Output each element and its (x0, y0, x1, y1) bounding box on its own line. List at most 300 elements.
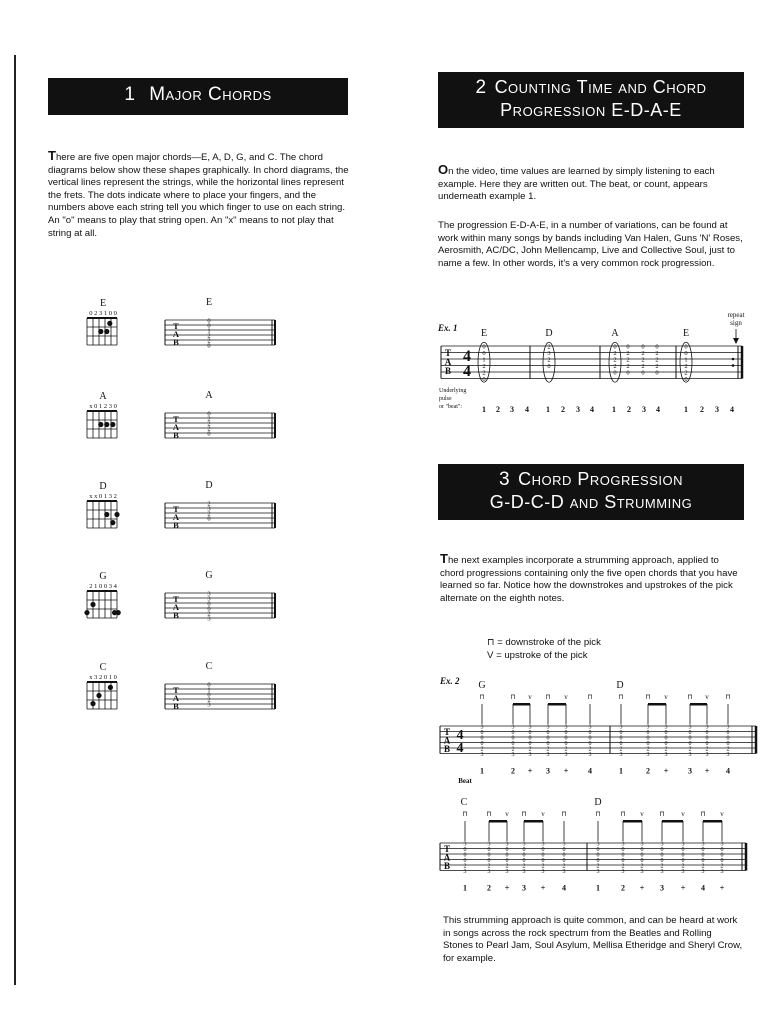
section-3-intro (440, 553, 740, 605)
intro-text: here are five open major chords—E, A, D, G, and C. The chord diagrams below show these shapes graphically. In chord diagrams, the vertical lines represent the strings, while the horizontal lines represent the frets. The dots indicate where to place your fingers, and the numbers above each string tell you which finger to use on each string. An "o" means to play that string open. An "x" means to not play that string at all. (48, 152, 349, 239)
tab-note: 0 (688, 735, 692, 742)
note-beam (648, 703, 666, 706)
tab-note: 0 (511, 741, 515, 747)
tab-note: 2 (505, 863, 509, 870)
tab-note: 1 (207, 327, 211, 335)
tab-note: 2 (626, 356, 630, 364)
tab-note: 1 (207, 686, 211, 694)
time-signature: 4 (463, 363, 471, 380)
tab-note: 0 (726, 735, 730, 742)
beat-count: + (639, 883, 645, 893)
strum-symbol: v (640, 810, 644, 818)
tab-note: 0 (528, 730, 532, 736)
tab-note: 0 (701, 852, 705, 859)
tab-note: 2 (626, 350, 630, 357)
tab-note: 0 (522, 852, 526, 859)
strum-legend (487, 636, 601, 662)
beat-count: 1 (619, 766, 623, 776)
chord-fingering: x 3 2 0 1 0 (89, 674, 117, 681)
tab-note: 2 (482, 363, 486, 370)
tab-clef: B (173, 520, 179, 530)
tab-note: 3 (720, 841, 724, 848)
tab-note: 0 (207, 691, 211, 699)
tab-note: 0 (596, 852, 600, 859)
strum-symbol: ⊓ (687, 693, 693, 701)
tab-clef: B (173, 610, 179, 620)
tab-note: 0 (541, 852, 545, 859)
beat-count: 1 (480, 766, 484, 776)
tab-note: 2 (646, 746, 650, 753)
intro-text: n the video, time values are learned by simply listening to each example. Here they are written out. The beat, or count, appears underneath example 1. (438, 166, 715, 203)
tab-note: 3 (720, 869, 724, 875)
finger-dot (90, 701, 95, 706)
beat-count: 2 (621, 883, 625, 893)
chord-name: G (99, 571, 107, 582)
example-2-label: Ex. 2 (440, 676, 460, 686)
finger-dot (110, 520, 115, 525)
tab-note: 0 (511, 730, 515, 736)
tab-note: 2 (463, 863, 467, 870)
tab-note: 0 (463, 852, 467, 859)
tab-note: 0 (480, 730, 484, 736)
tab-note: 0 (505, 852, 509, 859)
section-3-heading (438, 464, 744, 520)
tab-note: 0 (613, 343, 617, 351)
tab-clef: T (173, 685, 179, 695)
beat-count: 4 (656, 405, 660, 414)
tab-note: 3 (701, 869, 705, 875)
strum-symbol: ⊓ (595, 810, 601, 818)
beat-count: + (704, 766, 710, 776)
strum-symbol: ⊓ (462, 810, 468, 818)
strum-symbol: ⊓ (618, 693, 624, 701)
chord-fingering: 0 2 3 1 0 0 (89, 310, 117, 317)
beat-count: 1 (546, 405, 550, 414)
tab-note: 0 (619, 730, 623, 736)
tab-note: 0 (681, 847, 685, 853)
tab-note: 3 (528, 724, 532, 731)
tab-note: 2 (528, 746, 532, 753)
beat-count: 2 (511, 766, 515, 776)
tab-note: 2 (705, 746, 709, 753)
beat-count: + (563, 766, 569, 776)
tab-note: 0 (564, 741, 568, 747)
tab-note: 2 (626, 363, 630, 370)
tab-clef: B (443, 861, 451, 871)
tab-note: 2 (522, 863, 526, 870)
tab-note: 3 (588, 752, 592, 758)
tab-note: 3 (487, 869, 491, 875)
tab-note: 2 (621, 863, 625, 870)
chord-ellipse (609, 342, 621, 382)
tab-note: 0 (596, 847, 600, 853)
note-beam (513, 703, 530, 706)
chord-name: D (616, 680, 624, 691)
tab-note: 3 (547, 350, 551, 357)
tab-note: 0 (705, 730, 709, 736)
tab-note: 0 (681, 852, 685, 859)
tab-note: 2 (655, 363, 659, 370)
beat-count: 4 (525, 405, 529, 414)
note-beam (524, 820, 543, 823)
beat-count: 1 (684, 405, 688, 414)
finger-dot (107, 321, 112, 326)
dropcap: T (48, 148, 56, 163)
beat-count: + (663, 766, 669, 776)
tab-note: 2 (207, 332, 211, 340)
beat-count: 3 (660, 883, 664, 893)
tab-note: 2 (482, 369, 486, 377)
section-title-line1: Counting Time and Chord (494, 77, 707, 97)
chord-name: G (478, 680, 486, 691)
note-beam (489, 820, 507, 823)
tab-note: 3 (207, 615, 211, 623)
tab-note: 3 (705, 724, 709, 731)
section-title-line2: Progression E-D-A-E (500, 100, 682, 120)
tab-note: 0 (505, 847, 509, 853)
tab-note: 0 (207, 322, 211, 330)
tab-note: 0 (482, 343, 486, 351)
tab-note: 0 (684, 343, 688, 351)
tab-note: 3 (621, 841, 625, 848)
strum-symbol: ⊓ (620, 810, 626, 818)
tab-note: 2 (547, 343, 551, 351)
tab-note: 0 (505, 858, 509, 864)
strum-symbol: v (564, 693, 568, 701)
beat-count: 3 (576, 405, 580, 414)
tab-note: 0 (596, 858, 600, 864)
tab-note: 2 (207, 696, 211, 704)
tab-note: 0 (511, 735, 515, 742)
tab-note: 2 (664, 746, 668, 753)
chord-ellipse (543, 342, 555, 382)
tab-note: 0 (482, 376, 486, 383)
tab-note: 2 (546, 746, 550, 753)
chord-fingering: x x 0 1 3 2 (89, 493, 117, 500)
finger-dot (84, 610, 89, 615)
tab-clef: B (444, 366, 452, 376)
tab-note: 0 (640, 852, 644, 859)
tab-note: 3 (646, 752, 650, 758)
tab-chord-name: C (205, 661, 213, 672)
note-beam (623, 820, 642, 823)
tab-note: 3 (640, 841, 644, 848)
tab-note: 0 (646, 735, 650, 742)
tab-note: 0 (546, 741, 550, 747)
chord-name: D (594, 797, 602, 808)
beat-count: 2 (627, 405, 631, 414)
tab-note: 3 (463, 869, 467, 875)
tab-note: 0 (480, 741, 484, 747)
strum-symbol: v (541, 810, 545, 818)
chord-fingering: x 0 1 2 3 0 (89, 403, 117, 410)
beat-count: 4 (701, 883, 705, 893)
beat-count: 2 (700, 405, 704, 414)
tab-clef: T (443, 844, 451, 854)
tab-clef: T (444, 348, 452, 358)
section-2-heading (438, 72, 744, 128)
tab-note: 2 (688, 746, 692, 753)
tab-note: 0 (562, 847, 566, 853)
beat-count: 4 (726, 766, 730, 776)
tab-note: 0 (720, 852, 724, 859)
beat-count: 4 (562, 883, 566, 893)
tab-note: 3 (726, 724, 730, 731)
strum-symbol: ⊓ (700, 810, 706, 818)
beat-count: 3 (715, 405, 719, 414)
intro-text: he next examples incorporate a strumming approach, applied to chord progressions containing only the five open chords that you have learned so far. Notice how the downstrokes and upstrokes of the pick alternate on the eighth notes. (440, 555, 738, 604)
strum-symbol: v (528, 693, 532, 701)
tab-note: 3 (541, 869, 545, 875)
tab-note: 0 (720, 858, 724, 864)
finger-dot (110, 422, 115, 427)
beat-count: 2 (487, 883, 491, 893)
time-signature: 4 (456, 741, 464, 756)
tab-note: 0 (681, 858, 685, 864)
chord-name: D (545, 328, 553, 339)
tab-note: 2 (588, 746, 592, 753)
beat-count: 3 (642, 405, 646, 414)
tab-note: 0 (621, 858, 625, 864)
beat-count: 2 (496, 405, 500, 414)
finger-dot (104, 512, 109, 517)
tab-note: 0 (207, 605, 211, 613)
tab-note: 2 (681, 863, 685, 870)
tab-note: 0 (640, 847, 644, 853)
strum-symbol: ⊓ (587, 693, 593, 701)
tab-note: 2 (701, 863, 705, 870)
legend-downstroke: ⊓ = downstroke of the pick (487, 637, 601, 648)
chord-fingering: 2 1 0 0 3 4 (89, 583, 117, 590)
finger-dot (114, 512, 119, 517)
tab-note: 3 (681, 869, 685, 875)
beat-count: + (527, 766, 533, 776)
section-title: Major Chords (149, 84, 272, 105)
tab-note: 2 (641, 363, 645, 370)
finger-dot (116, 610, 121, 615)
tab-note: 2 (660, 863, 664, 870)
beat-count: 3 (510, 405, 514, 414)
beat-count: 4 (730, 405, 734, 414)
tab-clef: T (173, 594, 179, 604)
tab-note: 0 (660, 852, 664, 859)
tab-note: 2 (207, 500, 211, 508)
note-beam (703, 820, 722, 823)
tab-note: 3 (463, 841, 467, 848)
tab-note: 3 (588, 724, 592, 731)
tab-note: 3 (619, 724, 623, 731)
tab-note: 0 (207, 681, 211, 689)
strum-symbol: ⊓ (545, 693, 551, 701)
beat-count: + (540, 883, 546, 893)
tab-note: 0 (487, 847, 491, 853)
tab-clef: A (443, 735, 451, 746)
strum-symbol: v (664, 693, 668, 701)
beat-count: 1 (482, 405, 486, 414)
tab-note: 0 (562, 858, 566, 864)
tab-note: 0 (562, 852, 566, 859)
tab-note: 0 (726, 730, 730, 736)
tab-note: 2 (564, 746, 568, 753)
beat-count: 4 (588, 766, 592, 776)
tab-note: 0 (487, 858, 491, 864)
beat-count: + (680, 883, 686, 893)
tab-note: 3 (688, 752, 692, 758)
finger-dot (108, 685, 113, 690)
tab-note: 3 (640, 869, 644, 875)
tab-note: 3 (562, 869, 566, 875)
tab-note: 0 (463, 858, 467, 864)
tab-note: 3 (522, 869, 526, 875)
tab-clef: B (173, 430, 179, 440)
tab-note: 3 (619, 752, 623, 758)
tab-note: 3 (480, 724, 484, 731)
tab-note: 0 (641, 369, 645, 377)
tab-note: 1 (482, 356, 486, 364)
tab-note: 3 (705, 752, 709, 758)
strum-symbol: v (705, 693, 709, 701)
tab-note: 0 (705, 735, 709, 742)
chord-ellipse (478, 342, 490, 382)
tab-note: 3 (480, 752, 484, 758)
tab-clef: B (443, 744, 451, 754)
beat-count: 4 (590, 405, 594, 414)
tab-note: 0 (588, 735, 592, 742)
tab-note: 0 (660, 847, 664, 853)
tab-note: 0 (646, 730, 650, 736)
beat-count: 2 (561, 405, 565, 414)
section-number: 1 (124, 84, 136, 105)
tab-note: 0 (701, 858, 705, 864)
tab-note: 0 (522, 847, 526, 853)
tab-note: 0 (655, 343, 659, 351)
tab-note: 2 (547, 356, 551, 364)
tab-note: 3 (207, 505, 211, 513)
section-2-paragraph: The progression E-D-A-E, in a number of variations, can be found at work within many songs by bands including Van Halen, Guns 'N' Roses, Aerosmith, AC/DC, John Mellencamp, Live and Collective Soul, just to name a few. In other words, it's a very common rock progression. (438, 220, 743, 269)
beat-count: 1 (612, 405, 616, 414)
tab-note: 3 (701, 841, 705, 848)
time-signature: 4 (456, 728, 464, 743)
pulse-label: pulse (439, 396, 452, 402)
tab-note: 3 (564, 724, 568, 731)
finger-dot (112, 610, 117, 615)
chord-name: A (611, 328, 619, 339)
tab-note: 0 (641, 343, 645, 351)
tab-note: 0 (541, 847, 545, 853)
finger-dot (98, 329, 103, 334)
repeat-sign-label: sign (730, 319, 742, 327)
tab-note: 0 (546, 730, 550, 736)
beat-count: + (719, 883, 725, 893)
tab-chord-name: E (205, 297, 213, 308)
tab-note: 3 (596, 869, 600, 875)
tab-note: 0 (626, 343, 630, 351)
tab-note: 0 (482, 350, 486, 357)
tab-note: 0 (613, 369, 617, 377)
beat-count: 3 (688, 766, 692, 776)
tab-note: 2 (541, 863, 545, 870)
section-number: 2 (475, 77, 487, 98)
tab-note: 0 (660, 858, 664, 864)
tab-note: 3 (487, 841, 491, 848)
tab-note: 0 (688, 730, 692, 736)
tab-note: 0 (522, 858, 526, 864)
tab-note: 0 (207, 342, 211, 350)
chord-ellipse (680, 342, 692, 382)
tab-note: 3 (541, 841, 545, 848)
beat-count: + (504, 883, 510, 893)
chord-name: C (460, 797, 468, 808)
tab-note: 0 (619, 741, 623, 747)
beat-count: 3 (546, 766, 550, 776)
strum-symbol: ⊓ (725, 693, 731, 701)
repeat-dot (732, 364, 735, 367)
tab-note: 3 (664, 724, 668, 731)
tab-note: 2 (613, 356, 617, 364)
repeat-sign-label: repeat (727, 311, 745, 319)
finger-dot (104, 329, 109, 334)
tab-note: 3 (546, 752, 550, 758)
strum-symbol: v (505, 810, 509, 818)
tab-note: 0 (684, 376, 688, 383)
tab-note: 0 (564, 730, 568, 736)
tab-note: 3 (511, 724, 515, 731)
tab-note: 0 (688, 741, 692, 747)
tab-note: 3 (596, 841, 600, 848)
tab-note: 1 (684, 356, 688, 364)
tab-clef: A (172, 329, 180, 339)
beat-count: 1 (463, 883, 467, 893)
dropcap: O (438, 162, 449, 177)
section-number: 3 (499, 469, 511, 490)
tab-note: 0 (664, 730, 668, 736)
legend-upstroke: V = upstroke of the pick (487, 650, 588, 661)
tab-note: 0 (684, 350, 688, 357)
tab-note: 3 (505, 869, 509, 875)
tab-chord-name: G (205, 570, 213, 581)
tab-clef: A (172, 602, 180, 612)
tab-note: 2 (619, 746, 623, 753)
tab-note: 3 (621, 869, 625, 875)
tab-note: 3 (207, 595, 211, 603)
tab-note: 0 (546, 735, 550, 742)
tab-note: 3 (207, 701, 211, 709)
tab-note: 3 (681, 841, 685, 848)
strum-symbol: ⊓ (486, 810, 492, 818)
tab-note: 2 (655, 356, 659, 364)
tab-note: 2 (480, 746, 484, 753)
tab-note: 3 (726, 752, 730, 758)
tab-note: 0 (528, 741, 532, 747)
tab-note: 0 (720, 847, 724, 853)
tab-note: 0 (207, 410, 211, 418)
strum-symbol: ⊓ (479, 693, 485, 701)
binding-edge (14, 55, 16, 985)
tab-note: 2 (655, 350, 659, 357)
strum-symbol: ⊓ (521, 810, 527, 818)
tab-note: 3 (660, 841, 664, 848)
section-1-intro (48, 150, 353, 240)
finger-dot (98, 422, 103, 427)
tab-clef: T (173, 504, 179, 514)
tab-note: 0 (664, 741, 668, 747)
tab-clef: A (444, 357, 452, 367)
note-beam (548, 703, 566, 706)
beat-count: 2 (646, 766, 650, 776)
tab-note: 0 (207, 430, 211, 438)
tab-clef: B (173, 701, 179, 711)
note-beam (662, 820, 683, 823)
